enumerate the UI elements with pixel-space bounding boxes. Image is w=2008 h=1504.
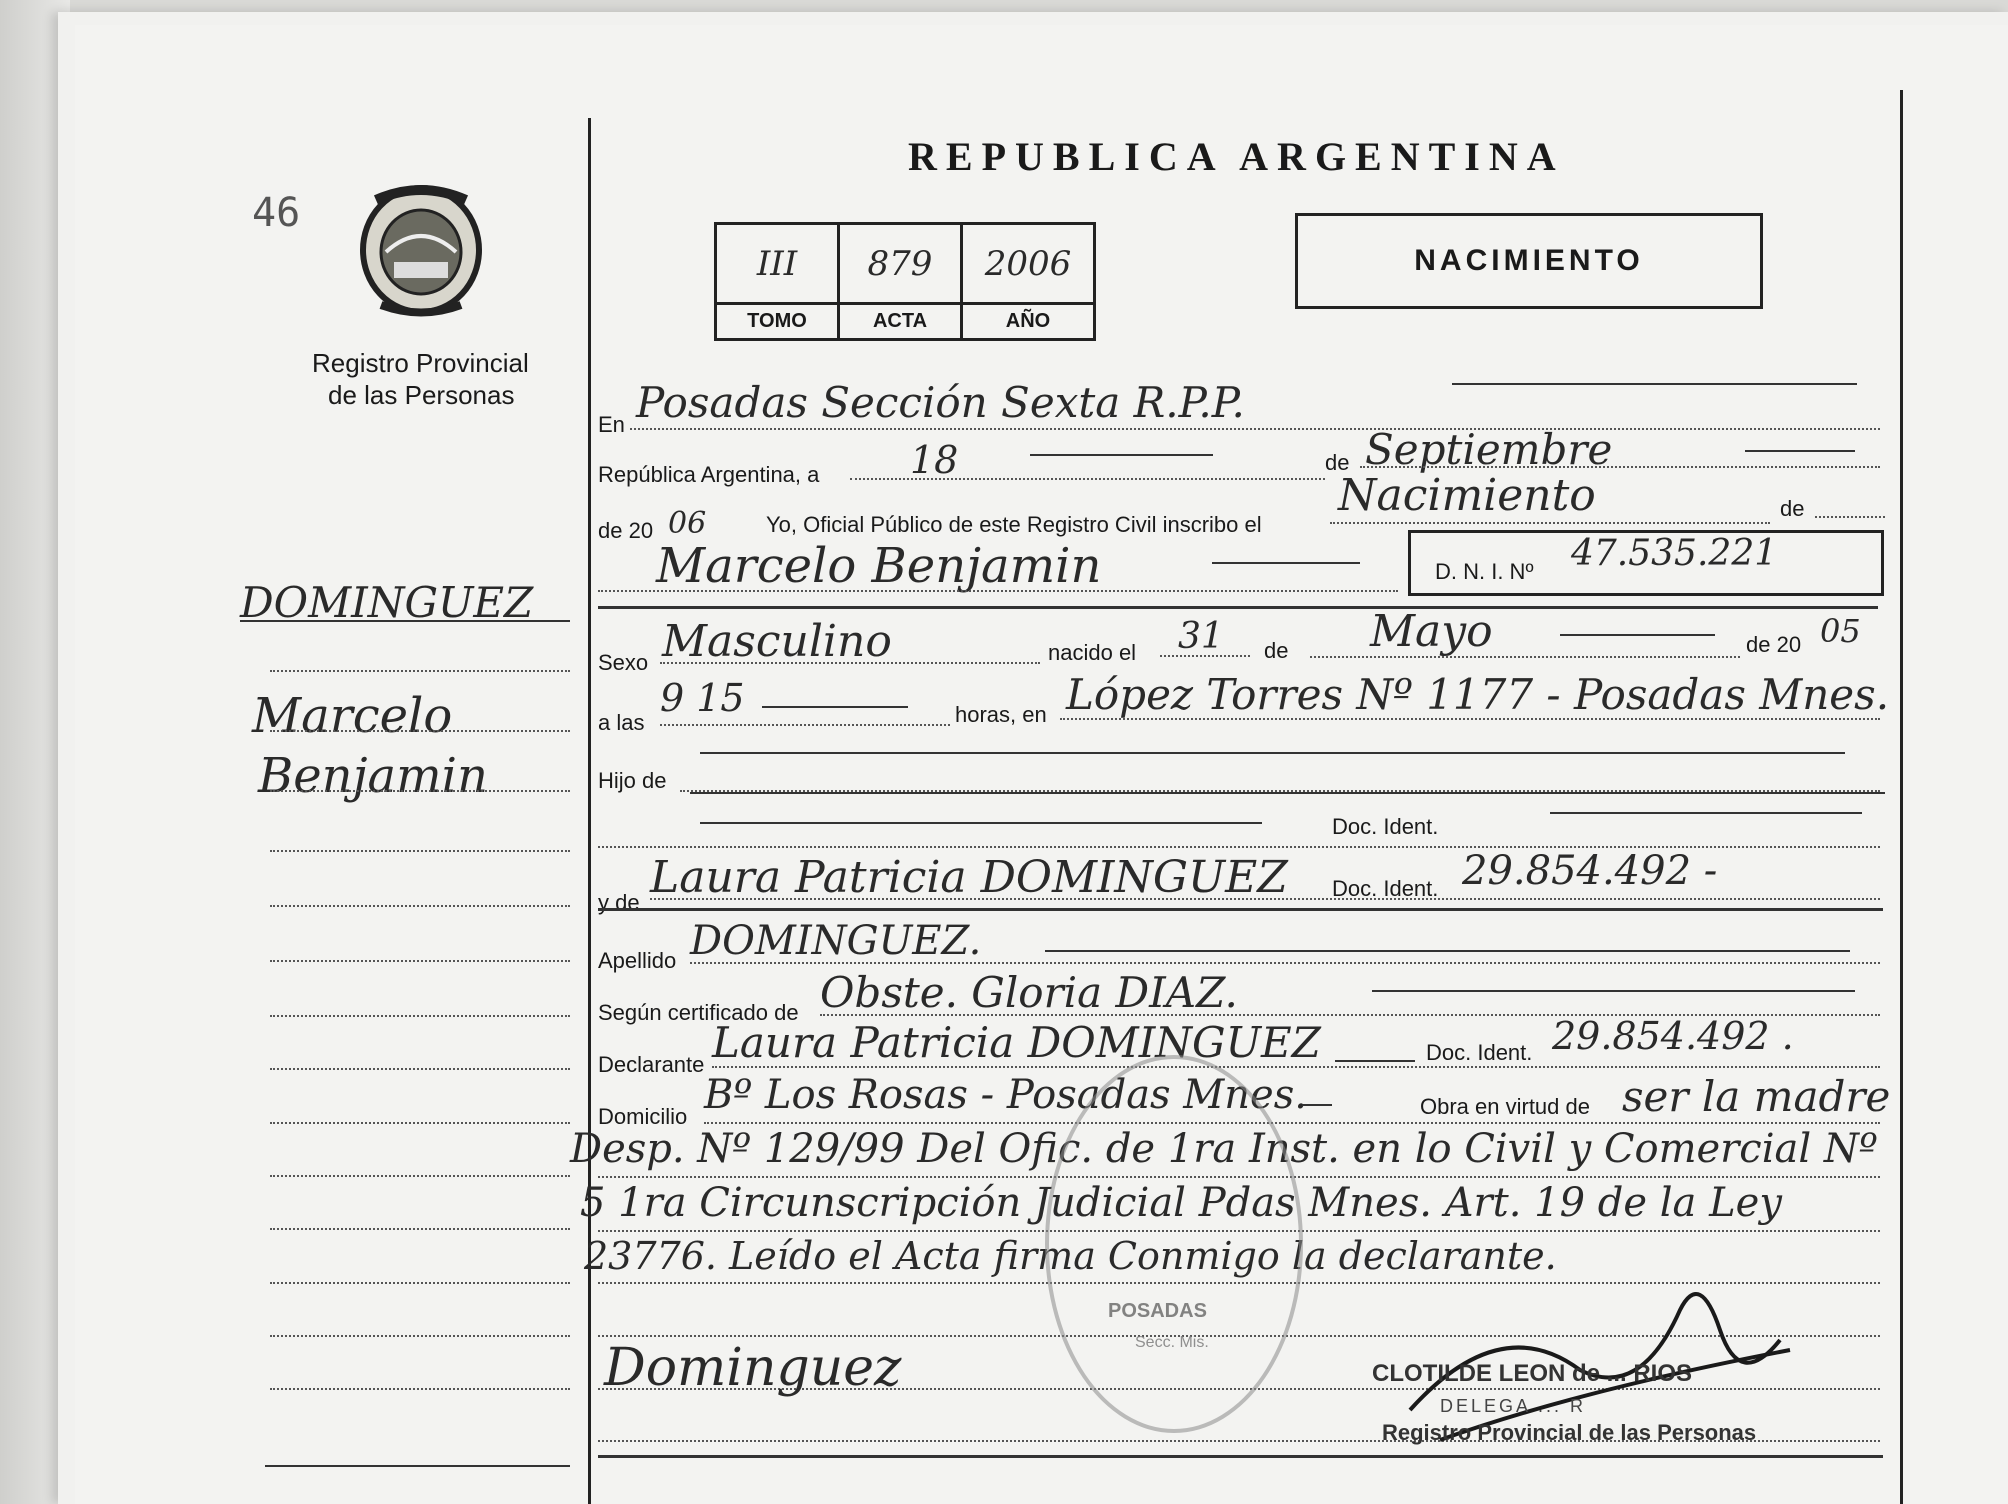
- margin-dotted-line: [270, 905, 570, 907]
- label-yde: y de: [598, 890, 640, 915]
- dotted-line: [850, 478, 1325, 480]
- dotted-line: [1160, 655, 1250, 657]
- dotted-line: [1815, 516, 1885, 518]
- margin-dotted-line: [270, 1175, 570, 1177]
- label-yo: Yo, Oficial Público de este Registro Civil inscribo el: [766, 512, 1262, 537]
- margin-dotted-line: [270, 1282, 570, 1284]
- value-certificado: Obste. Gloria DIAZ.: [820, 968, 1238, 1017]
- fill-line: [700, 822, 1262, 824]
- value-anio: 06: [668, 506, 707, 541]
- label-dni: D. N. I. Nº: [1435, 559, 1534, 584]
- label-de: de: [1325, 450, 1350, 475]
- tomo-label: TOMO: [716, 304, 839, 340]
- label-apellido: Apellido: [598, 948, 677, 973]
- stamp-city: POSADAS: [1108, 1300, 1207, 1322]
- fill-line: [1560, 634, 1715, 636]
- value-dni: 47.535.221: [1571, 533, 1778, 574]
- dotted-line: [1310, 656, 1740, 658]
- label-en: En: [598, 412, 625, 437]
- margin-first-name: Marcelo: [252, 688, 453, 744]
- label-domicilio: Domicilio: [598, 1104, 688, 1129]
- value-mes: Septiembre: [1365, 425, 1613, 474]
- label-de20: de 20: [598, 518, 654, 543]
- dotted-line: [690, 962, 1880, 964]
- margin-dotted-line: [270, 850, 570, 852]
- fill-line: [1030, 454, 1213, 456]
- value-domicilio: Bº Los Rosas - Posadas Mnes.: [704, 1072, 1307, 1118]
- margin-surname: DOMINGUEZ: [240, 578, 534, 627]
- margin-bottom-line: [265, 1465, 570, 1467]
- margin-dotted-line: [270, 1015, 570, 1017]
- dotted-line: [598, 590, 1398, 592]
- label-horas: horas, en: [955, 702, 1047, 727]
- doc-type-box: [1295, 213, 1763, 309]
- margin-dotted-line: [270, 1388, 570, 1390]
- acta-label: ACTA: [839, 304, 962, 340]
- value-madre-doc: 29.854.492 -: [1462, 848, 1718, 894]
- acta-value: 879: [839, 224, 962, 304]
- header-title: REPUBLICA ARGENTINA: [908, 134, 1565, 179]
- declarant-signature: Dominguez: [604, 1338, 902, 1398]
- value-acto: Nacimiento: [1338, 470, 1596, 521]
- registry-line-2: de las Personas: [328, 380, 515, 410]
- margin-dotted-line: [270, 960, 570, 962]
- text-line-3: 23776. Leído el Acta firma Conmigo la declarante.: [584, 1234, 1557, 1278]
- label-segun: Según certificado de: [598, 1000, 799, 1025]
- value-nac-anio: 05: [1820, 612, 1861, 650]
- bottom-divider: [598, 1455, 1883, 1458]
- value-obra: ser la madre: [1622, 1072, 1891, 1121]
- dotted-line: [650, 898, 1880, 900]
- margin-dotted-line: [270, 670, 570, 672]
- dotted-line: [1360, 466, 1880, 468]
- fill-line: [1302, 1104, 1332, 1106]
- fill-line: [1045, 950, 1850, 952]
- value-sexo: Masculino: [662, 616, 892, 667]
- fill-line: [1550, 812, 1862, 814]
- dni-box: [1408, 530, 1884, 596]
- label-alas: a las: [598, 710, 645, 735]
- fill-line: [690, 792, 1885, 794]
- value-declarante: Laura Patricia DOMINGUEZ: [712, 1018, 1321, 1067]
- fill-line: [1372, 990, 1855, 992]
- label-de-3: de: [1264, 638, 1289, 663]
- value-lugar: Posadas Sección Sexta R.P.P.: [636, 378, 1245, 427]
- official-registry: Registro Provincial de las Personas: [1382, 1420, 1757, 1445]
- value-dia: 18: [910, 438, 959, 482]
- label-republica: República Argentina, a: [598, 462, 820, 487]
- fill-line: [1212, 562, 1360, 564]
- anio-label: AÑO: [962, 304, 1095, 340]
- stamp-sub: Secc. Mis.: [1135, 1334, 1209, 1351]
- fill-line: [700, 752, 1845, 754]
- dotted-line: [660, 662, 1040, 664]
- value-declarante-doc: 29.854.492 .: [1552, 1014, 1794, 1058]
- label-sexo: Sexo: [598, 650, 649, 675]
- divider-left: [588, 118, 591, 1504]
- dotted-line: [1060, 718, 1880, 720]
- official-role: DELEGA ... R: [1440, 1396, 1587, 1416]
- value-madre: Laura Patricia DOMINGUEZ: [650, 852, 1288, 903]
- label-declarante: Declarante: [598, 1052, 705, 1077]
- doc-type: NACIMIENTO: [1414, 244, 1644, 277]
- section-divider: [598, 606, 1878, 609]
- margin-dotted-line: [270, 1228, 570, 1230]
- label-obra: Obra en virtud de: [1420, 1094, 1590, 1119]
- anio-value: 2006: [962, 224, 1095, 304]
- label-de20-b: de 20: [1746, 632, 1802, 657]
- registry-line-1: Registro Provincial: [312, 348, 529, 378]
- dotted-line: [1330, 522, 1770, 524]
- margin-dotted-line: [270, 1068, 570, 1070]
- label-de-2: de: [1780, 496, 1805, 521]
- label-doc-3: Doc. Ident.: [1426, 1040, 1533, 1065]
- official-name: CLOTILDE LEON de ... RIOS: [1372, 1360, 1693, 1387]
- text-line-1: Desp. Nº 129/99 Del Ofic. de 1ra Inst. en lo Civil y Comercial Nº: [570, 1126, 1878, 1172]
- label-nacido: nacido el: [1048, 640, 1137, 665]
- fill-line: [762, 706, 908, 708]
- value-nac-dia: 31: [1178, 616, 1224, 657]
- fill-line: [1452, 383, 1857, 385]
- divider-right: [1900, 90, 1903, 1504]
- dotted-line: [712, 1066, 1880, 1068]
- tomo-value: III: [716, 224, 839, 304]
- dotted-line: [660, 724, 950, 726]
- value-lugar-nac: López Torres Nº 1177 - Posadas Mnes.: [1066, 670, 1890, 719]
- text-line-2: 5 1ra Circunscripción Judicial Pdas Mnes. Art. 19 de la Ley: [580, 1180, 1782, 1226]
- margin-dotted-line: [270, 1122, 570, 1124]
- label-doc-2: Doc. Ident.: [1332, 876, 1439, 901]
- label-doc-1: Doc. Ident.: [1332, 814, 1439, 839]
- dotted-line: [630, 428, 1880, 430]
- value-nac-mes: Mayo: [1370, 606, 1493, 657]
- dotted-line: [704, 1122, 1880, 1124]
- margin-dotted-line: [270, 1335, 570, 1337]
- fill-line: [1745, 450, 1855, 452]
- registry-stamp: [1045, 1055, 1303, 1433]
- margin-line: [240, 620, 570, 622]
- book-reference-box: [714, 222, 1096, 341]
- margin-dotted-line: [270, 730, 570, 732]
- fill-line: [1335, 1060, 1415, 1062]
- label-hijo: Hijo de: [598, 768, 667, 793]
- margin-dotted-line: [270, 790, 570, 792]
- page-number: 46: [252, 190, 301, 236]
- value-nombre: Marcelo Benjamin: [656, 538, 1102, 594]
- margin-second-name: Benjamin: [258, 748, 488, 804]
- value-apellido: DOMINGUEZ.: [690, 918, 982, 964]
- provincial-seal: [356, 180, 486, 320]
- section-divider: [598, 908, 1883, 911]
- value-hora: 9 15: [660, 676, 745, 720]
